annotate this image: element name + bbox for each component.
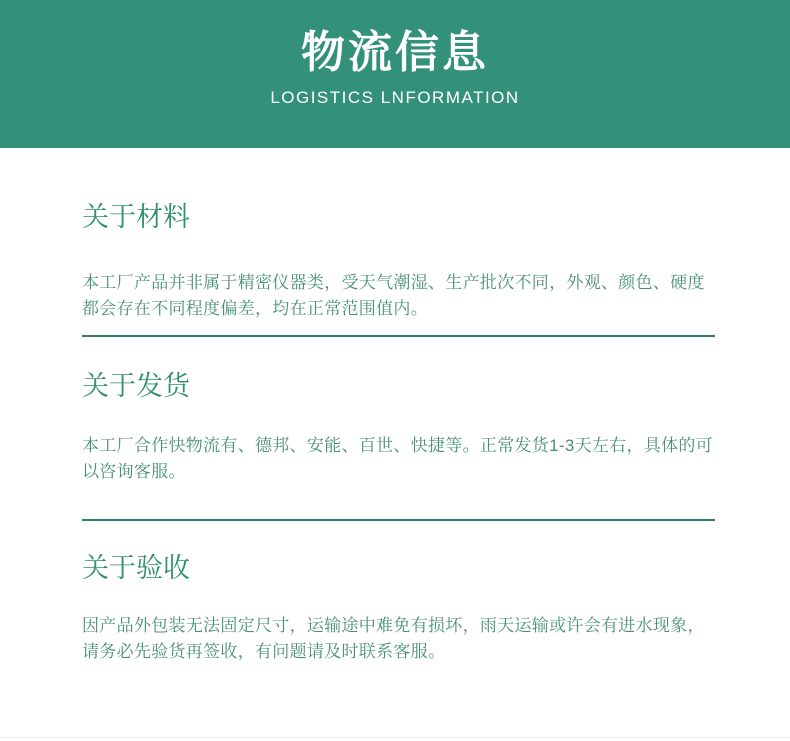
section-acceptance-title: 关于验收 [82,553,190,583]
section-materials-body: 本工厂产品并非属于精密仪器类，受天气潮湿、生产批次不同，外观、颜色、硬度都会存在不同程度偏差，均在正常范围值内。 [82,273,705,318]
section-shipping [82,369,715,485]
banner-title: 物流信息 [301,28,489,77]
logistics-banner [0,0,790,148]
section-divider [82,335,715,337]
logistics-content [0,200,790,665]
section-shipping-body: 本工厂合作快物流有、德邦、安能、百世、快捷等。正常发货1-3天左右，具体的可以咨询客服。 [82,436,713,481]
banner-subtitle: LOGISTICS LNFORMATION [270,88,520,107]
section-divider [82,519,715,521]
section-shipping-title: 关于发货 [82,371,190,401]
section-materials [82,200,715,322]
section-acceptance [82,551,715,665]
bottom-divider [0,737,790,738]
section-acceptance-body: 因产品外包装无法固定尺寸，运输途中难免有损坏，雨天运输或许会有进水现象，请务必先验货再签收，有问题请及时联系客服。 [82,616,705,661]
section-materials-title: 关于材料 [82,202,190,232]
